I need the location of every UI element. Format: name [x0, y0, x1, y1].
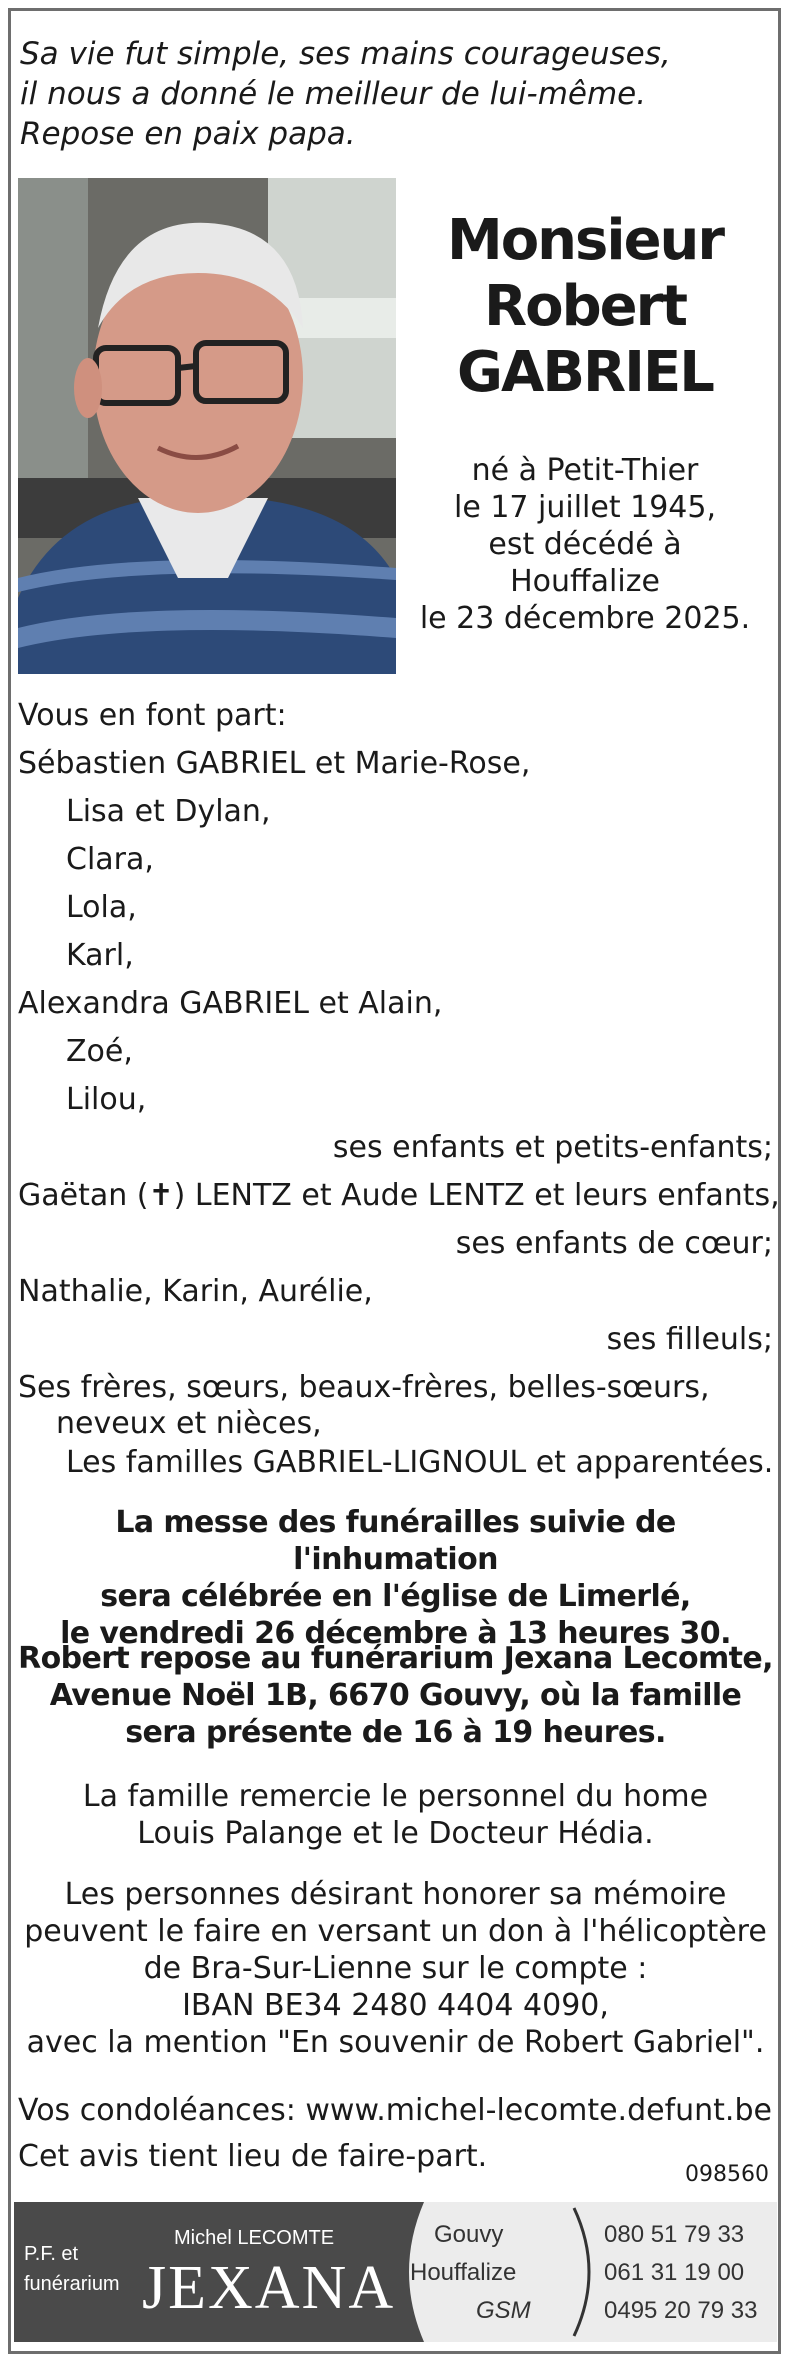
- epitaph-line: Repose en paix papa.: [20, 116, 356, 152]
- phone-gsm[interactable]: 0495 20 79 33: [604, 2297, 758, 2324]
- visitation-line: Avenue Noël 1B, 6670 Gouvy, où la famille: [49, 1678, 742, 1713]
- funeral-home-logo: [14, 2196, 777, 2346]
- thanks-text: [18, 1778, 773, 1852]
- phone-gouvy[interactable]: 080 51 79 33: [604, 2221, 745, 2248]
- place-gouvy: Gouvy: [434, 2221, 504, 2248]
- donation-line: Les personnes désirant honorer sa mémoire: [64, 1877, 727, 1912]
- thanks-line: Louis Palange et le Docteur Hédia.: [137, 1816, 654, 1851]
- family-line: Lilou,: [66, 1082, 147, 1117]
- pf-label: P.F. et: [24, 2243, 79, 2265]
- reference-number: 098560: [685, 2162, 769, 2187]
- epitaph: [20, 34, 760, 154]
- thanks-line: La famille remercie le personnel du home: [82, 1779, 709, 1814]
- family-line: Clara,: [66, 842, 154, 877]
- phone-houffalize[interactable]: 061 31 19 00: [604, 2259, 745, 2286]
- family-line: Zoé,: [66, 1034, 133, 1069]
- place-houffalize: Houffalize: [410, 2259, 517, 2286]
- condolences-link[interactable]: Vos condoléances: www.michel-lecomte.defunt.be: [18, 2093, 772, 2128]
- family-line: Karl,: [66, 938, 134, 973]
- donation-line: IBAN BE34 2480 4404 4090,: [182, 1988, 609, 2023]
- visitation-line: Robert repose au funérarium Jexana Lecomte,: [18, 1641, 773, 1676]
- family-line: Alexandra GABRIEL et Alain,: [18, 986, 443, 1021]
- family-line: neveux et nièces,: [56, 1406, 322, 1441]
- funeral-home-banner: [14, 2196, 777, 2346]
- funerarium-label: funérarium: [24, 2273, 120, 2295]
- name-last: GABRIEL: [457, 340, 713, 405]
- portrait-photo: [18, 178, 396, 674]
- visitation-line: sera présente de 16 à 19 heures.: [125, 1715, 666, 1750]
- donation-line: avec la mention "En souvenir de Robert Gabriel".: [26, 2025, 765, 2060]
- death-line: le 23 décembre 2025.: [419, 601, 751, 636]
- donation-text: [18, 1876, 773, 2061]
- name-title: Monsieur: [446, 208, 724, 273]
- family-line: Ses frères, sœurs, beaux-frères, belles-sœurs,: [18, 1370, 710, 1405]
- ceremony-line: le vendredi 26 décembre à 13 heures 30.: [60, 1616, 731, 1651]
- name-first: Robert: [483, 274, 687, 339]
- notice-statement: Cet avis tient lieu de faire-part.: [18, 2139, 488, 2174]
- ceremony-line: sera célébrée en l'église de Limerlé,: [100, 1579, 691, 1614]
- epitaph-line: Sa vie fut simple, ses mains courageuses,: [20, 36, 671, 72]
- family-relation: ses enfants et petits-enfants;: [332, 1130, 773, 1165]
- family-line: Lola,: [66, 890, 137, 925]
- family-line: Gaëtan (✝) LENTZ et Aude LENTZ et leurs enfants,: [18, 1178, 780, 1213]
- birth-death-info: [410, 452, 760, 637]
- portrait-illustration: [18, 178, 396, 674]
- brand-name: JEXANA: [142, 2254, 396, 2322]
- family-intro: Vous en font part:: [18, 698, 287, 733]
- ceremony-info: [18, 1504, 773, 1652]
- birth-line: né à Petit-Thier: [471, 453, 699, 488]
- families-line: Les familles GABRIEL-LIGNOUL et apparentées.: [66, 1445, 774, 1480]
- family-line: Lisa et Dylan,: [66, 794, 271, 829]
- ceremony-line: La messe des funérailles suivie de l'inhumation: [115, 1505, 676, 1577]
- epitaph-line: il nous a donné le meilleur de lui-même.: [20, 76, 647, 112]
- family-line: Nathalie, Karin, Aurélie,: [18, 1274, 373, 1309]
- family-relation: ses filleuls;: [606, 1322, 773, 1357]
- death-line: est décédé à Houffalize: [488, 527, 682, 599]
- deceased-name: [400, 208, 770, 406]
- visitation-info: [18, 1640, 773, 1751]
- gsm-label: GSM: [476, 2297, 531, 2324]
- donation-line: de Bra-Sur-Lienne sur le compte :: [143, 1951, 648, 1986]
- donation-line: peuvent le faire en versant un don à l'hélicoptère: [24, 1914, 767, 1949]
- owner-name: Michel LECOMTE: [174, 2227, 335, 2249]
- birth-line: le 17 juillet 1945,: [453, 490, 717, 525]
- family-line: Sébastien GABRIEL et Marie-Rose,: [18, 746, 531, 781]
- family-relation: ses enfants de cœur;: [455, 1226, 773, 1261]
